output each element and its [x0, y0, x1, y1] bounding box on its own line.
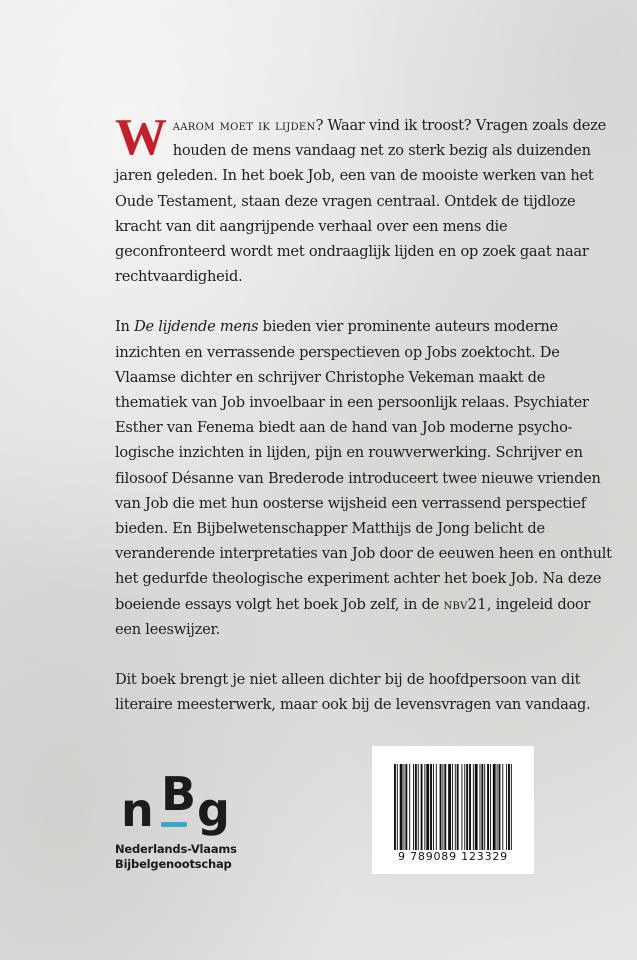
barcode-bar [448, 764, 451, 850]
barcode-bar [475, 764, 478, 850]
barcode-bar [409, 764, 410, 850]
body-paragraph [115, 314, 620, 642]
intro-lead-smallcaps: aarom moet ik lijden [172, 117, 316, 134]
barcode-bar [497, 764, 498, 850]
logo-letter-b: B [161, 767, 197, 821]
drop-cap: W [115, 109, 167, 166]
barcode-bar [506, 764, 507, 850]
barcode-bar [466, 764, 468, 850]
closing-paragraph: Dit boek brengt je niet alleen dichter bij de hoofdpersoon van dit literaire meesterwerk, maar ook bij de levensvragen van vandaag. [115, 671, 591, 714]
publisher-name-line2: Bijbelgenootschap [115, 857, 232, 871]
publisher-name-line1: Nederlands-Vlaams [115, 842, 237, 856]
back-cover-text [115, 109, 620, 717]
barcode-bar [413, 764, 414, 850]
body-text-middle: bieden vier prominente auteurs moderne inzichten en verrassende perspectieven op Jobs zoektocht. De Vlaamse dichter en schrijver Christophe Vekeman maakt de thematiek van Job invoelbaar in een persoonlijk relaas. Psychiater Esther van Fenema biedt aan de hand van Job moderne psychologische inzichten in lijden, pijn en rouwverwerking. Schrijver en filosoof Désanne van Brederode introduceert twee nieuwe vrienden van Job die met hun oosterse wijsheid een verrassend perspectief bieden. En Bijbelwetenschapper Matthijs de Jong belicht de veranderende interpretaties van Job door de eeuwen heen en onthult het gedurfde theologische experiment achter het boek Job. Na deze boeiende essays volgt het boek Job zelf, in de [115, 318, 612, 613]
barcode-bar [461, 764, 462, 850]
logo-accent-bar [161, 822, 187, 827]
barcode-bar [490, 764, 491, 850]
barcode-bar [457, 764, 459, 850]
barcode-bar [418, 764, 419, 850]
barcode-bar [481, 764, 483, 850]
barcode-bar [499, 764, 501, 850]
barcode-bar [473, 764, 474, 850]
barcode-bar [511, 764, 512, 850]
barcode-bar [502, 764, 503, 850]
barcode-bar [433, 764, 434, 850]
barcode-bar [405, 764, 407, 850]
barcode-bar [469, 764, 471, 850]
barcode-bar [440, 764, 442, 850]
barcode-bar [436, 764, 437, 850]
intro-text: ? Waar vind ik troost? Vragen zoals deze houden de mens vandaag net zo sterk bezig als duizenden jaren geleden. In het boek Job, een van de mooiste werken van het Oude Testament, staan deze vragen centraal. Ontdek de tijdloze kracht van dit aangrijpende verhaal over een mens die geconfronteerd wordt met ondraaglijk lijden en op zoek gaat naar rechtvaardigheid. [115, 117, 606, 286]
isbn-barcode [372, 746, 534, 874]
publisher-logo [115, 767, 315, 872]
nbg-logo-mark [115, 767, 315, 838]
barcode-bar [455, 764, 456, 850]
logo-letter-g: g [197, 783, 230, 837]
bible-edition: nbv21 [443, 595, 487, 613]
barcode-bar [508, 764, 510, 850]
barcode-bar [442, 764, 443, 850]
barcode-bar [452, 764, 453, 850]
book-title: De lijdende mens [134, 318, 259, 336]
isbn-number: 9 789089 123329 [398, 850, 508, 863]
barcode-bar [444, 764, 446, 850]
barcode-bar [404, 764, 405, 850]
barcode-bar [430, 764, 432, 850]
barcode-bar [493, 764, 496, 850]
barcode-bars [394, 764, 512, 850]
barcode-bar [424, 764, 425, 850]
barcode-bar [421, 764, 423, 850]
barcode-bar [480, 764, 481, 850]
intro-paragraph [115, 109, 620, 289]
body-text-end: , ingeleid door een leeswijzer. [115, 595, 591, 638]
barcode-bar [464, 764, 465, 850]
barcode-bar [397, 764, 398, 850]
barcode-bar [394, 764, 396, 850]
logo-letter-n: n [121, 783, 154, 837]
body-text-start: In [115, 318, 135, 336]
barcode-bar [487, 764, 489, 850]
barcode-bar [484, 764, 485, 850]
barcode-bar [426, 764, 429, 850]
barcode-bar [400, 764, 403, 850]
barcode-bar [415, 764, 417, 850]
